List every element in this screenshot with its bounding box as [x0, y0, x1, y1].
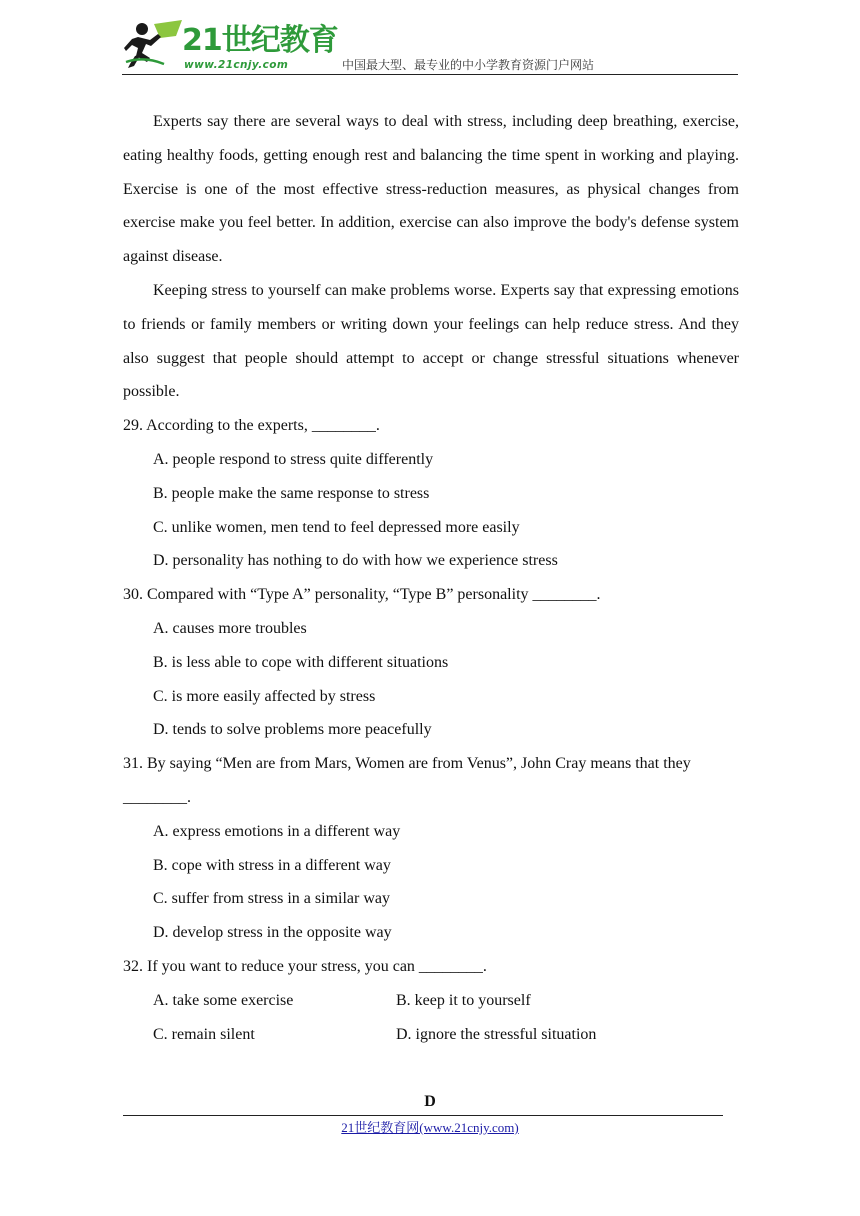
body-paragraph: Keeping stress to yourself can make problems worse. Experts say that expressing emotions to friends or family members or writing down your feelings can help reduce stress. And they also suggest that people should attempt to accept or change stressful situations whenever possible.: [123, 281, 739, 401]
answer-option-d: D. tends to solve problems more peacefully: [153, 721, 432, 739]
question-32: [123, 950, 739, 1051]
answer-option-b: B. people make the same response to stress: [153, 484, 430, 502]
logo-url: www.21cnjy.com: [184, 59, 289, 71]
footer-link[interactable]: 21世纪教育网(www.21cnjy.com): [341, 1120, 519, 1135]
answer-option-b: B. keep it to yourself: [396, 991, 531, 1009]
question-stem: 31. By saying “Men are from Mars, Women are from Venus”, John Cray means that they ________.: [123, 755, 691, 806]
answer-option-b: B. is less able to cope with different situations: [153, 653, 449, 671]
answer-option-d: D. ignore the stressful situation: [396, 1025, 597, 1043]
question-30: [123, 578, 739, 747]
site-tagline: 中国最大型、最专业的中小学教育资源门户网站: [342, 58, 595, 72]
answer-option-c: C. suffer from stress in a similar way: [153, 890, 390, 908]
answer-option-c: C. is more easily affected by stress: [153, 687, 376, 705]
question-stem: 29. According to the experts, ________.: [123, 417, 380, 435]
answer-option-a: A. express emotions in a different way: [153, 822, 401, 840]
answer-option-d: D. personality has nothing to do with how we experience stress: [153, 552, 558, 570]
answer-option-row: [123, 984, 739, 1018]
header-divider: [122, 74, 738, 75]
answer-option-a: A. causes more troubles: [153, 619, 307, 637]
page-header: [122, 18, 738, 76]
answer-option-a: A. people respond to stress quite differently: [153, 450, 434, 468]
answer-option-a: A. take some exercise: [153, 991, 294, 1009]
answer-option-d: D. develop stress in the opposite way: [153, 924, 392, 942]
answer-option-b: B. cope with stress in a different way: [153, 856, 391, 874]
answer-option-c: C. unlike women, men tend to feel depressed more easily: [153, 518, 520, 536]
logo-text: 21世纪教育: [182, 23, 338, 58]
section-heading: D: [424, 1093, 436, 1110]
answer-option-c: C. remain silent: [153, 1025, 255, 1043]
question-stem: 30. Compared with “Type A” personality, “Type B” personality ________.: [123, 586, 601, 604]
body-paragraph: Experts say there are several ways to deal with stress, including deep breathing, exercise, eating healthy foods, getting enough rest and balancing the time spent in working and playing. Exercise is one of the most effective stress-reduction measures, as physical changes from exercise make you feel better. In addition, exercise can also improve the body's defense system against disease.: [123, 113, 739, 266]
question-29: [123, 409, 739, 578]
document-body: [123, 105, 739, 1051]
question-stem: 32. If you want to reduce your stress, you can ________.: [123, 957, 487, 975]
question-31: [123, 747, 739, 950]
site-logo[interactable]: [122, 18, 338, 74]
footer-divider: [123, 1115, 723, 1116]
answer-option-row: [123, 1018, 739, 1052]
runner-logo-icon: [124, 20, 186, 70]
